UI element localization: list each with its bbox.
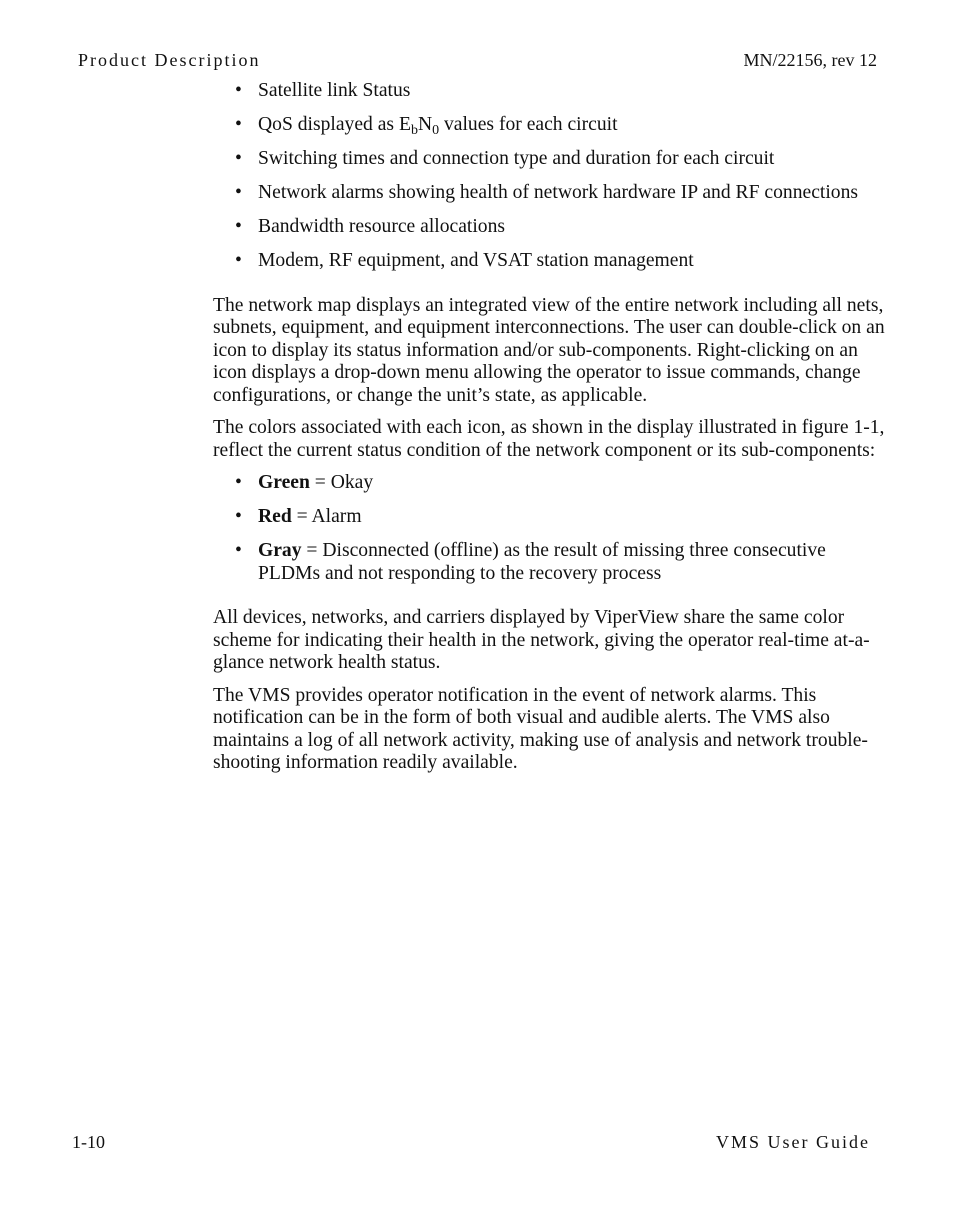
list-item: • Gray = Disconnected (offline) as the result of missing three consecutive PLDMs and not responding to the recovery process [235, 540, 826, 584]
bullet-icon: • [235, 506, 242, 527]
header-section-title: Product Description [78, 50, 261, 70]
bullet-icon: • [235, 216, 242, 237]
feature-list [213, 80, 885, 273]
status-color-list [213, 472, 885, 585]
list-item: • QoS displayed as $E_bN_0$ values for each circuit [235, 114, 618, 138]
list-item: • Bandwidth resource allocations [235, 216, 506, 237]
icon-colors-paragraph: The colors associated with each icon, as shown in the display illustrated in figure 1-1, reflect the current status condition of the network component or its sub-components: [213, 417, 885, 461]
bullet-icon: • [235, 148, 242, 169]
bullet-icon: • [235, 80, 242, 101]
list-item: • Satellite link Status [235, 80, 411, 101]
page-content [213, 80, 885, 785]
bullet-icon: • [235, 114, 242, 135]
list-item: • Modem, RF equipment, and VSAT station management [235, 250, 694, 271]
bullet-icon: • [235, 182, 242, 203]
footer-guide-title: VMS User Guide [716, 1132, 870, 1152]
list-item: • Switching times and connection type and duration for each circuit [235, 148, 775, 169]
bullet-icon: • [235, 540, 242, 561]
network-map-paragraph: The network map displays an integrated view of the entire network including all nets, subnets, equipment, and equipment interconnections. The user can double-click on an icon to display its status information and/or sub-components. Right-clicking on an icon displays a drop-down menu allowing the operator to issue commands, change configurations, or change the unit’s state, as applicable. [213, 294, 885, 406]
list-item: • Network alarms showing health of network hardware IP and RF connections [235, 182, 859, 203]
bullet-icon: • [235, 472, 242, 493]
color-scheme-paragraph: All devices, networks, and carriers displayed by ViperView share the same color scheme for indicating their health in the network, giving the operator real-time at-a-glance network health status. [213, 607, 870, 673]
list-item: • Red = Alarm [235, 506, 362, 527]
page-number: 1-10 [72, 1132, 105, 1152]
notification-paragraph: The VMS provides operator notification in the event of network alarms. This notification can be in the form of both visual and audible alerts. The VMS also maintains a log of all network activity, making use of analysis and network trouble-shooting information readily available. [213, 684, 868, 773]
header-doc-id: MN/22156, rev 12 [743, 50, 877, 70]
bullet-icon: • [235, 250, 242, 271]
list-item: • Green = Okay [235, 472, 374, 493]
